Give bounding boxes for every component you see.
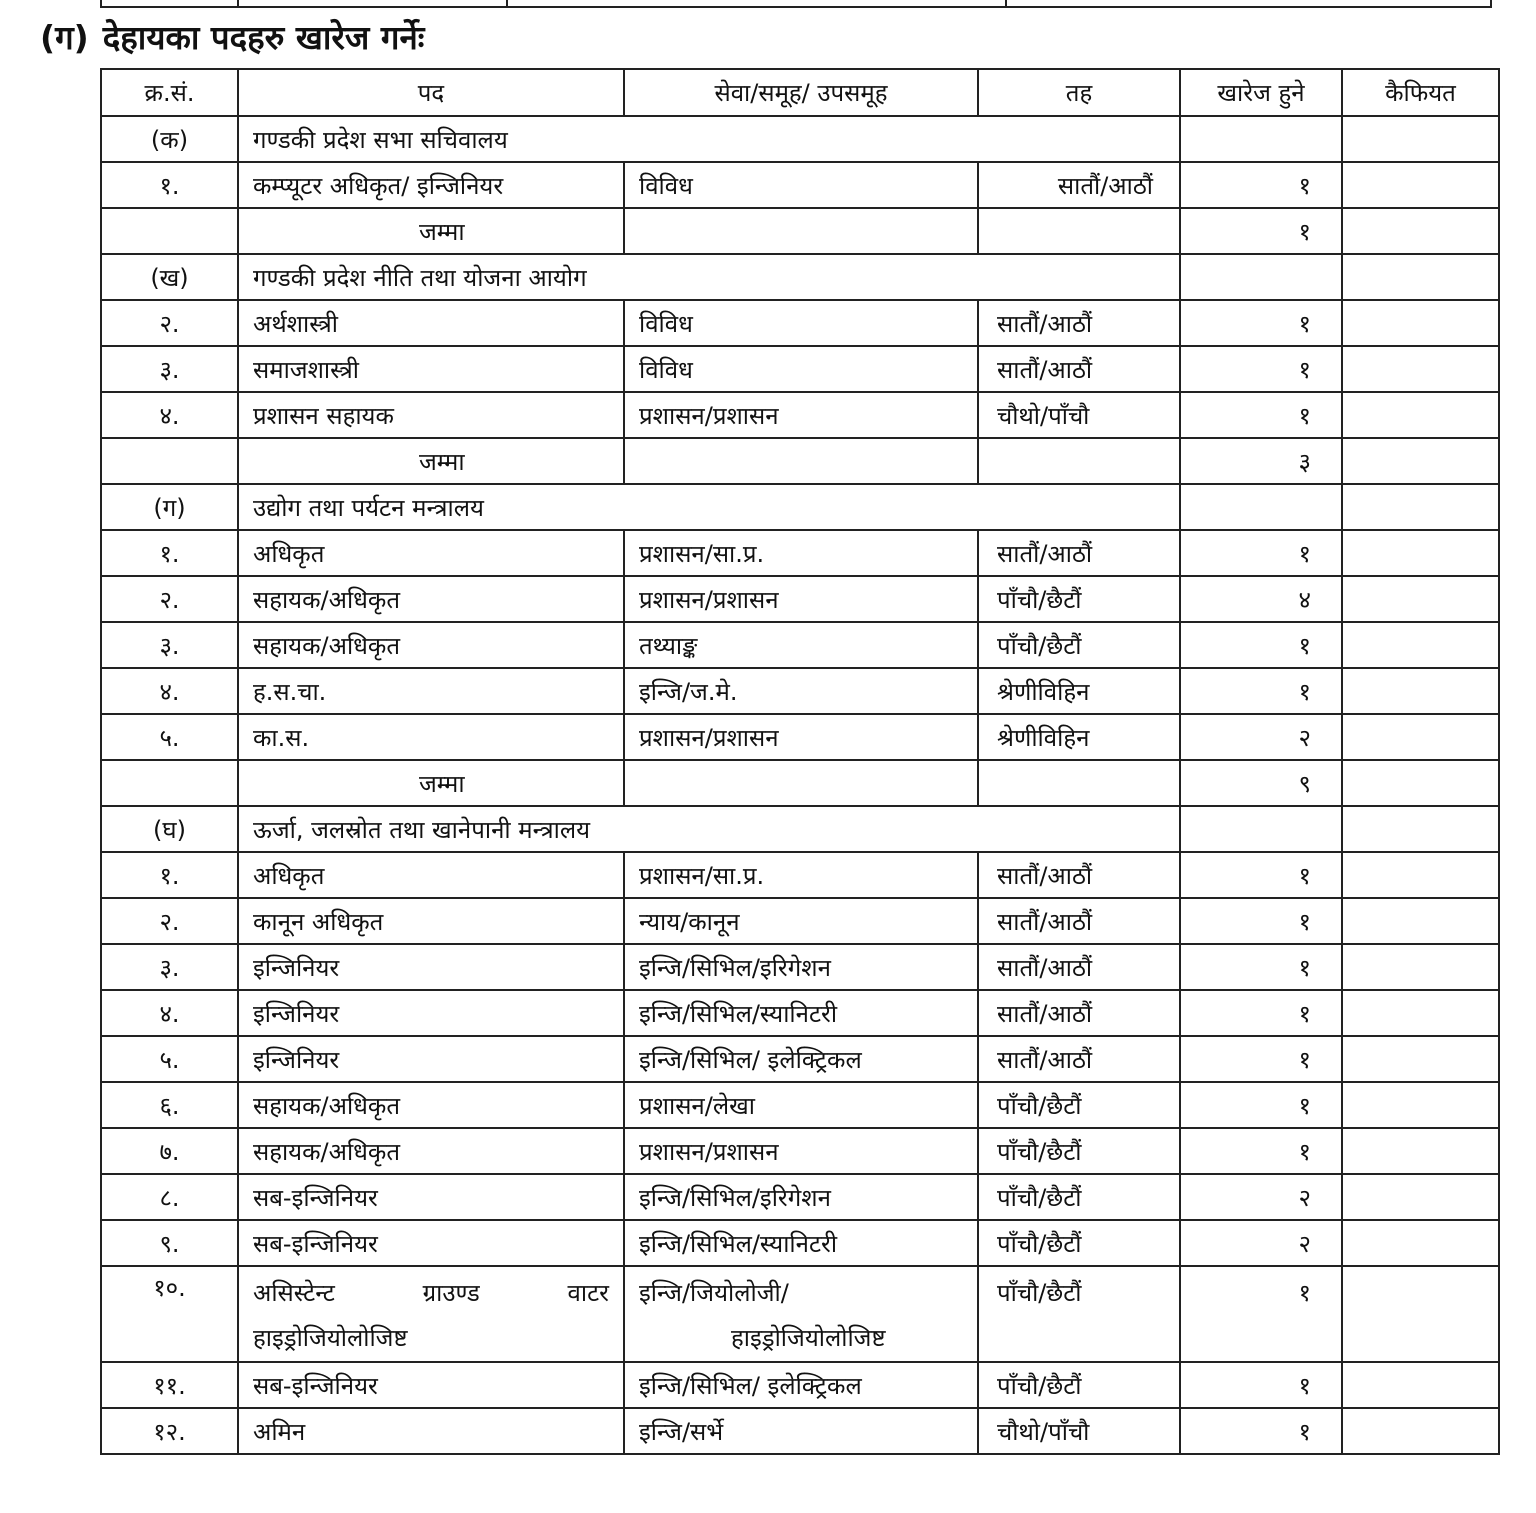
cell-count: १ xyxy=(1180,898,1342,944)
cell-level: सातौं/आठौं xyxy=(978,990,1180,1036)
col-header-sn: क्र.सं. xyxy=(101,69,238,116)
cell-count: १ xyxy=(1180,162,1342,208)
section-header-row xyxy=(101,484,1499,530)
cell-sn: ३. xyxy=(101,622,238,668)
total-row xyxy=(101,208,1499,254)
cell-post: कम्प्यूटर अधिकृत/ इन्जिनियर xyxy=(238,162,624,208)
table-row xyxy=(101,714,1499,760)
cell-remarks xyxy=(1342,852,1499,898)
table-row xyxy=(101,1128,1499,1174)
cell-sn: ५. xyxy=(101,1036,238,1082)
table-row xyxy=(101,392,1499,438)
cell-remarks xyxy=(1342,162,1499,208)
cell-count: १ xyxy=(1180,1362,1342,1408)
table-row xyxy=(101,1220,1499,1266)
section-header-row xyxy=(101,116,1499,162)
cell-remarks xyxy=(1342,898,1499,944)
cell-service: प्रशासन/प्रशासन xyxy=(624,392,978,438)
cell-service: विविध xyxy=(624,162,978,208)
cell-post: अधिकृत xyxy=(238,852,624,898)
table-row xyxy=(101,1408,1499,1454)
cell-service: इन्जि/सिभिल/इरिगेशन xyxy=(624,944,978,990)
cell-service: इन्जि/सिभिल/स्यानिटरी xyxy=(624,1220,978,1266)
cell-sn: ११. xyxy=(101,1362,238,1408)
cell-post: असिस्टेन्ट ग्राउण्ड वाटर हाइड्रोजियोलोजिष्ट xyxy=(238,1266,624,1362)
section-name: गण्डकी प्रदेश नीति तथा योजना आयोग xyxy=(238,254,1180,300)
section-header-row xyxy=(101,806,1499,852)
cell-level: सातौं/आठौं xyxy=(978,346,1180,392)
total-row xyxy=(101,760,1499,806)
section-name: उद्योग तथा पर्यटन मन्त्रालय xyxy=(238,484,1180,530)
col-header-count: खारेज हुने xyxy=(1180,69,1342,116)
cell-remarks xyxy=(1342,1036,1499,1082)
cell-count: ४ xyxy=(1180,576,1342,622)
cell-service: इन्जि/सिभिल/ इलेक्ट्रिकल xyxy=(624,1362,978,1408)
col-header-level: तह xyxy=(978,69,1180,116)
cell-count: १ xyxy=(1180,944,1342,990)
section-heading xyxy=(40,14,424,59)
cell-remarks xyxy=(1342,1082,1499,1128)
table-row xyxy=(101,300,1499,346)
cell-level: सातौं/आठौं xyxy=(978,162,1180,208)
previous-table-edge xyxy=(100,0,1492,8)
cell-service: इन्जि/सर्भे xyxy=(624,1408,978,1454)
cell-remarks xyxy=(1342,346,1499,392)
cell-level: सातौं/आठौं xyxy=(978,300,1180,346)
cell-remarks xyxy=(1342,944,1499,990)
col-header-service: सेवा/समूह/ उपसमूह xyxy=(624,69,978,116)
cell-post: कानून अधिकृत xyxy=(238,898,624,944)
cell-count: १ xyxy=(1180,392,1342,438)
cell-sn: ७. xyxy=(101,1128,238,1174)
total-label: जम्मा xyxy=(238,208,624,254)
table-row xyxy=(101,852,1499,898)
cell-post: सहायक/अधिकृत xyxy=(238,1082,624,1128)
col-header-post: पद xyxy=(238,69,624,116)
cell-level: पाँचौ/छैटौं xyxy=(978,1266,1180,1362)
cell-service: इन्जि/सिभिल/इरिगेशन xyxy=(624,1174,978,1220)
abolished-posts-table xyxy=(100,68,1500,1455)
cell-service: प्रशासन/सा.प्र. xyxy=(624,530,978,576)
section-header-row xyxy=(101,254,1499,300)
cell-level: चौथो/पाँचौ xyxy=(978,1408,1180,1454)
cell-sn: ६. xyxy=(101,1082,238,1128)
cell-remarks xyxy=(1342,530,1499,576)
total-count: १ xyxy=(1180,208,1342,254)
cell-level: सातौं/आठौं xyxy=(978,944,1180,990)
cell-remarks xyxy=(1342,392,1499,438)
cell-count: १ xyxy=(1180,300,1342,346)
cell-remarks xyxy=(1342,1220,1499,1266)
cell-post: ह.स.चा. xyxy=(238,668,624,714)
cell-sn: ३. xyxy=(101,944,238,990)
cell-post: सहायक/अधिकृत xyxy=(238,1128,624,1174)
heading-title: देहायका पदहरु खारेज गर्नेः xyxy=(102,18,425,57)
cell-service: प्रशासन/लेखा xyxy=(624,1082,978,1128)
total-count: ३ xyxy=(1180,438,1342,484)
cell-count: २ xyxy=(1180,1174,1342,1220)
section-marker: (ख) xyxy=(101,254,238,300)
section-marker: (क) xyxy=(101,116,238,162)
cell-count: १ xyxy=(1180,1266,1342,1362)
cell-count: १ xyxy=(1180,852,1342,898)
table-row xyxy=(101,1266,1499,1362)
cell-level: पाँचौ/छैटौं xyxy=(978,1362,1180,1408)
cell-level: पाँचौ/छैटौं xyxy=(978,1128,1180,1174)
cell-count: १ xyxy=(1180,668,1342,714)
cell-remarks xyxy=(1342,1362,1499,1408)
cell-remarks xyxy=(1342,1408,1499,1454)
cell-count: १ xyxy=(1180,1128,1342,1174)
cell-remarks xyxy=(1342,1266,1499,1362)
cell-remarks xyxy=(1342,300,1499,346)
cell-post: सब-इन्जिनियर xyxy=(238,1362,624,1408)
cell-level: पाँचौ/छैटौं xyxy=(978,576,1180,622)
cell-post: का.स. xyxy=(238,714,624,760)
cell-service xyxy=(624,1266,978,1362)
cell-post: इन्जिनियर xyxy=(238,990,624,1036)
cell-level: पाँचौ/छैटौं xyxy=(978,622,1180,668)
table-row xyxy=(101,162,1499,208)
cell-level: चौथो/पाँचौ xyxy=(978,392,1180,438)
cell-post: इन्जिनियर xyxy=(238,1036,624,1082)
cell-service: विविध xyxy=(624,346,978,392)
cell-sn: ५. xyxy=(101,714,238,760)
section-marker: (घ) xyxy=(101,806,238,852)
cell-sn: २. xyxy=(101,300,238,346)
total-count: ९ xyxy=(1180,760,1342,806)
cell-service: प्रशासन/प्रशासन xyxy=(624,1128,978,1174)
cell-post: सहायक/अधिकृत xyxy=(238,622,624,668)
table-row xyxy=(101,1036,1499,1082)
cell-count: १ xyxy=(1180,990,1342,1036)
section-name: ऊर्जा, जलस्रोत तथा खानेपानी मन्त्रालय xyxy=(238,806,1180,852)
cell-service: विविध xyxy=(624,300,978,346)
cell-remarks xyxy=(1342,668,1499,714)
cell-sn: २. xyxy=(101,898,238,944)
cell-sn: १०. xyxy=(101,1266,238,1362)
cell-sn: ४. xyxy=(101,990,238,1036)
cell-remarks xyxy=(1342,576,1499,622)
col-header-remarks: कैफियत xyxy=(1342,69,1499,116)
section-marker: (ग) xyxy=(101,484,238,530)
cell-count: २ xyxy=(1180,714,1342,760)
cell-service: इन्जि/सिभिल/ इलेक्ट्रिकल xyxy=(624,1036,978,1082)
cell-post: समाजशास्त्री xyxy=(238,346,624,392)
cell-service: प्रशासन/प्रशासन xyxy=(624,576,978,622)
cell-sn: ४. xyxy=(101,668,238,714)
cell-remarks xyxy=(1342,990,1499,1036)
cell-count: १ xyxy=(1180,346,1342,392)
cell-post: प्रशासन सहायक xyxy=(238,392,624,438)
heading-marker: (ग) xyxy=(40,18,89,57)
total-label: जम्मा xyxy=(238,438,624,484)
cell-remarks xyxy=(1342,622,1499,668)
cell-level: सातौं/आठौं xyxy=(978,852,1180,898)
table-row xyxy=(101,944,1499,990)
cell-post: सब-इन्जिनियर xyxy=(238,1174,624,1220)
cell-remarks xyxy=(1342,1174,1499,1220)
table-row xyxy=(101,898,1499,944)
cell-sn: १. xyxy=(101,530,238,576)
cell-post: सब-इन्जिनियर xyxy=(238,1220,624,1266)
table-row xyxy=(101,576,1499,622)
cell-service: इन्जि/सिभिल/स्यानिटरी xyxy=(624,990,978,1036)
cell-service: प्रशासन/सा.प्र. xyxy=(624,852,978,898)
cell-post: अमिन xyxy=(238,1408,624,1454)
cell-service: तथ्याङ्क xyxy=(624,622,978,668)
cell-count: १ xyxy=(1180,1036,1342,1082)
cell-service: प्रशासन/प्रशासन xyxy=(624,714,978,760)
cell-sn: १२. xyxy=(101,1408,238,1454)
cell-count: १ xyxy=(1180,530,1342,576)
cell-sn: १. xyxy=(101,162,238,208)
cell-level: श्रेणीविहिन xyxy=(978,714,1180,760)
section-name: गण्डकी प्रदेश सभा सचिवालय xyxy=(238,116,1180,162)
cell-remarks xyxy=(1342,714,1499,760)
cell-service-line1: इन्जि/जियोलोजी/ xyxy=(639,1279,789,1307)
cell-sn: ३. xyxy=(101,346,238,392)
table-row xyxy=(101,990,1499,1036)
cell-count: १ xyxy=(1180,1408,1342,1454)
cell-sn: २. xyxy=(101,576,238,622)
cell-service-line2: हाइड्रोजियोलोजिष्ट xyxy=(731,1324,886,1352)
cell-count: १ xyxy=(1180,622,1342,668)
cell-post: अधिकृत xyxy=(238,530,624,576)
table-row xyxy=(101,668,1499,714)
table-row xyxy=(101,530,1499,576)
cell-level: पाँचौ/छैटौं xyxy=(978,1220,1180,1266)
cell-service: इन्जि/ज.मे. xyxy=(624,668,978,714)
cell-post: इन्जिनियर xyxy=(238,944,624,990)
table-row xyxy=(101,1362,1499,1408)
cell-level: सातौं/आठौं xyxy=(978,530,1180,576)
table-row xyxy=(101,346,1499,392)
cell-sn: ९. xyxy=(101,1220,238,1266)
cell-level: पाँचौ/छैटौं xyxy=(978,1174,1180,1220)
cell-sn: १. xyxy=(101,852,238,898)
cell-level: सातौं/आठौं xyxy=(978,898,1180,944)
cell-sn: ४. xyxy=(101,392,238,438)
cell-count: २ xyxy=(1180,1220,1342,1266)
cell-count: १ xyxy=(1180,1082,1342,1128)
table-row xyxy=(101,1082,1499,1128)
total-row xyxy=(101,438,1499,484)
cell-service: न्याय/कानून xyxy=(624,898,978,944)
cell-remarks xyxy=(1342,1128,1499,1174)
cell-level: श्रेणीविहिन xyxy=(978,668,1180,714)
table-row xyxy=(101,1174,1499,1220)
total-label: जम्मा xyxy=(238,760,624,806)
cell-level: पाँचौ/छैटौं xyxy=(978,1082,1180,1128)
table-row xyxy=(101,622,1499,668)
cell-post: सहायक/अधिकृत xyxy=(238,576,624,622)
table-header-row xyxy=(101,69,1499,116)
cell-sn: ८. xyxy=(101,1174,238,1220)
cell-post: अर्थशास्त्री xyxy=(238,300,624,346)
cell-level: सातौं/आठौं xyxy=(978,1036,1180,1082)
